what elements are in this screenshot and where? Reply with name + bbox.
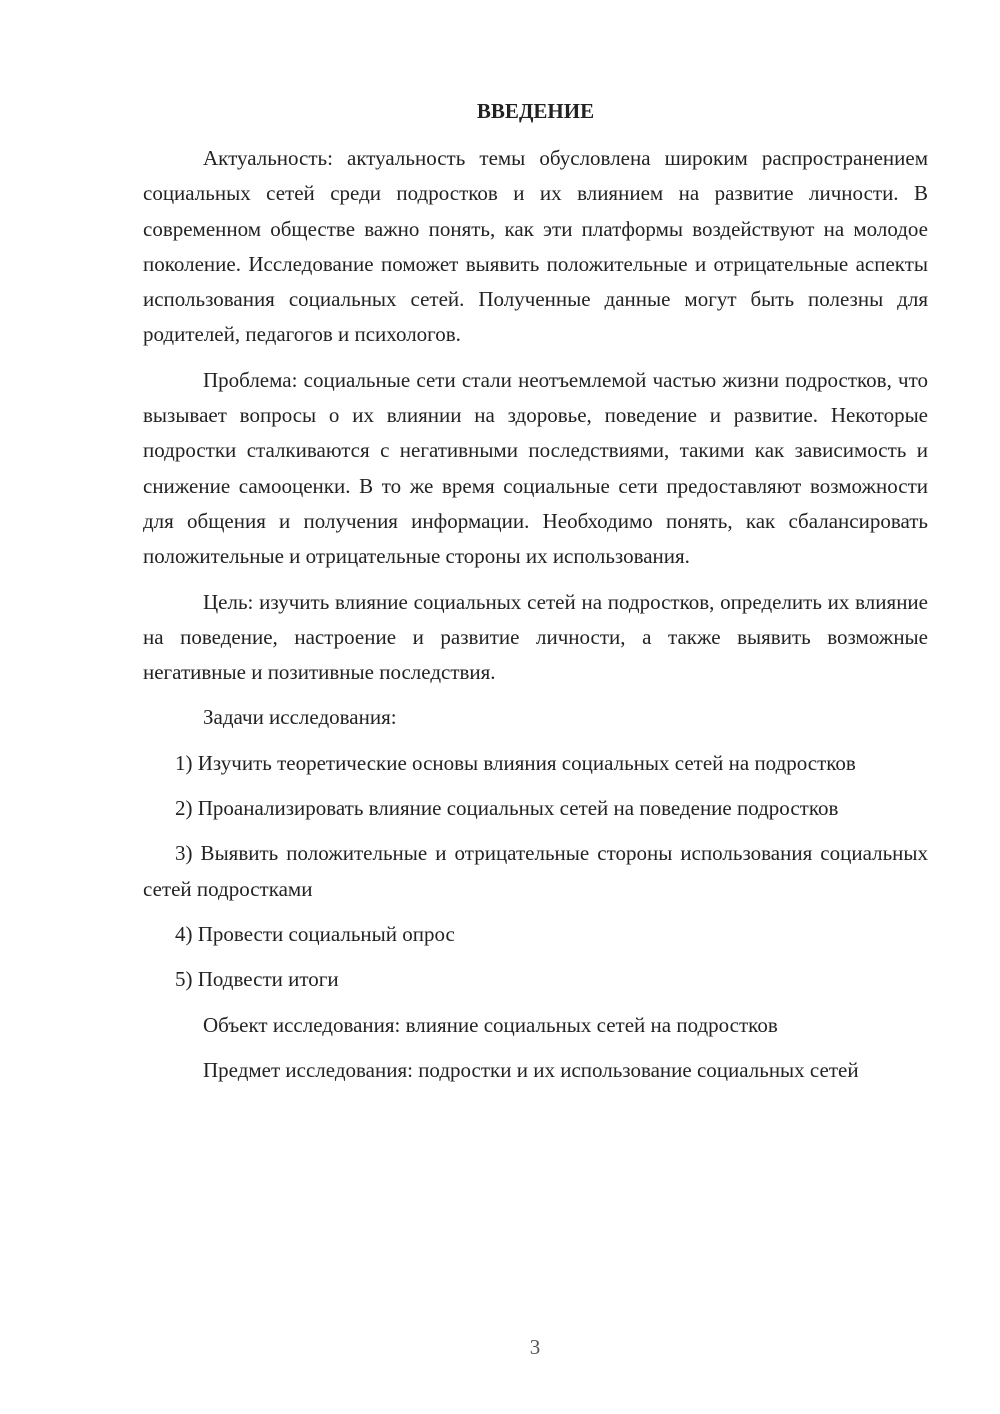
tasks-heading: Задачи исследования: xyxy=(203,705,397,730)
paragraph-goal: Цель: изучить влияние социальных сетей на подростков, определить их влияние на поведение, настроение и развитие личности, а также выявить возможные негативные и позитивные последствия. xyxy=(143,589,928,685)
page-number: 3 xyxy=(529,1335,541,1359)
research-object: Объект исследования: влияние социальных сетей на подростков xyxy=(203,1012,778,1037)
paragraph-relevance: Актуальность: актуальность темы обусловлена широким распространением социальных сетей среди подростков и их влиянием на развитие личности. В современном обществе важно понять, как эти платформы воздействуют на молодое поколение. Исследование поможет выявить положительные и отрицательные аспекты использования социальных сетей. Полученные данные могут быть полезны для родителей, педагогов и психологов. xyxy=(143,146,928,347)
research-subject: Предмет исследования: подростки и их использование социальных сетей xyxy=(203,1057,859,1082)
task-item-5: 5) Подвести итоги xyxy=(175,967,339,992)
paragraph-problem: Проблема: социальные сети стали неотъемлемой частью жизни подростков, что вызывает вопросы о их влиянии на здоровье, поведение и развитие. Некоторые подростки сталкиваются с негативными последствиями, такими как зависимость и снижение самооценки. В то же время социальные сети предоставляют возможности для общения и получения информации. Необходимо понять, как сбалансировать положительные и отрицательные стороны их использования. xyxy=(143,367,928,569)
task-item-1: 1) Изучить теоретические основы влияния социальных сетей на подростков xyxy=(175,750,856,775)
document-body xyxy=(143,141,928,1098)
task-item-2: 2) Проанализировать влияние социальных сетей на поведение подростков xyxy=(175,796,839,821)
task-item-4: 4) Провести социальный опрос xyxy=(175,921,455,946)
task-item-3: 3) Выявить положительные и отрицательные стороны использования социальных сетей подростками xyxy=(143,841,928,901)
page-title: ВВЕДЕНИЕ xyxy=(476,99,595,123)
